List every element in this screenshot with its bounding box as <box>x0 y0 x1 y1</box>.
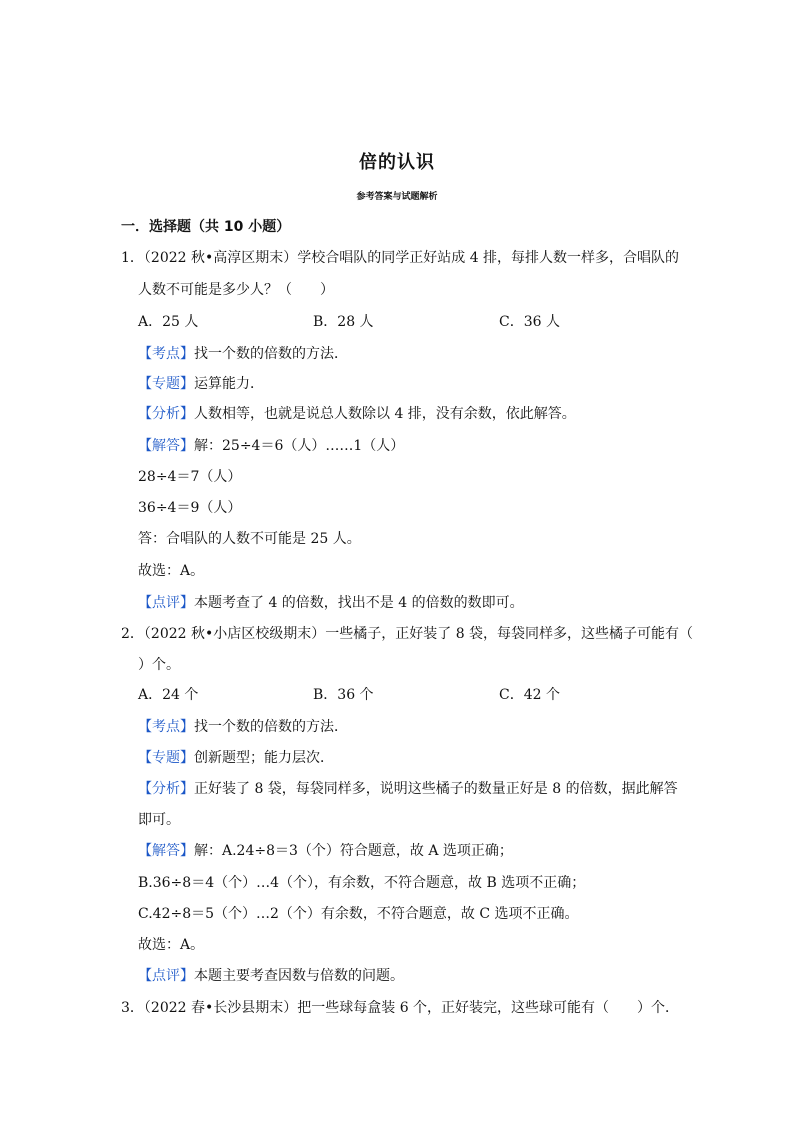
q1-kaodian-text: 找一个数的倍数的方法． <box>194 346 348 362</box>
q1-choice: 故选：A。 <box>138 563 205 579</box>
q1-jieda-text1: 解：25÷4＝6（人）……1（人） <box>194 438 405 454</box>
q1-answer: 答：合唱队的人数不可能是 25 人。 <box>138 531 361 547</box>
q2-stem-line1: 2．（2022 秋•小店区校级期末）一些橘子，正好装了 8 袋，每袋同样多，这些橘子可能有（ <box>121 626 694 642</box>
q1-kaodian-tag: 【考点】 <box>138 346 194 362</box>
q1-stem-line1: 1．（2022 秋•高淳区期末）学校合唱队的同学正好站成 4 排，每排人数一样多，合唱队的 <box>121 250 680 266</box>
q2-jieda-line2: B.36÷8＝4（个）…4（个），有余数，不符合题意，故 B 选项不正确； <box>138 875 586 891</box>
q2-fenxi-line2: 即可。 <box>138 812 180 828</box>
q2-jieda <box>138 842 513 860</box>
q2-kaodian-text: 找一个数的倍数的方法． <box>194 719 348 735</box>
q1-option-b: B．28 人 <box>313 314 374 330</box>
q1-option-c: C．36 人 <box>499 314 560 330</box>
q2-stem-line2: ）个。 <box>138 657 180 673</box>
q2-option-a: A．24 个 <box>138 687 199 703</box>
q2-fenxi <box>138 780 678 798</box>
q1-dianping-tag: 【点评】 <box>138 595 194 611</box>
q2-dianping <box>138 967 404 985</box>
q1-kaodian <box>138 345 348 363</box>
q3-stem-line1: 3．（2022 春•长沙县期末）把一些球每盒装 6 个，正好装完，这些球可能有（ ）个． <box>121 1000 680 1016</box>
q2-jieda-text1: 解：A.24÷8＝3（个）符合题意，故 A 选项正确； <box>194 843 513 859</box>
q1-zhuanti <box>138 375 264 393</box>
q2-zhuanti-text: 创新题型；能力层次． <box>194 750 334 766</box>
q1-fenxi-text: 人数相等，也就是说总人数除以 4 排，没有余数，依此解答。 <box>194 406 576 422</box>
q2-kaodian-tag: 【考点】 <box>138 719 194 735</box>
q1-zhuanti-text: 运算能力． <box>194 376 264 392</box>
q1-jieda-line2: 28÷4＝7（人） <box>138 469 242 485</box>
q1-jieda <box>138 437 404 455</box>
q2-fenxi-text1: 正好装了 8 袋，每袋同样多，说明这些橘子的数量正好是 8 的倍数，据此解答 <box>194 781 678 797</box>
q1-option-a: A．25 人 <box>138 314 199 330</box>
q1-zhuanti-tag: 【专题】 <box>138 376 194 392</box>
section-heading: 一．选择题（共 10 小题） <box>121 219 291 235</box>
page-subtitle: 参考答案与试题解析 <box>356 192 438 202</box>
q2-zhuanti-tag: 【专题】 <box>138 750 194 766</box>
q2-fenxi-tag: 【分析】 <box>138 781 194 797</box>
q1-fenxi <box>138 405 576 423</box>
q1-stem-line2: 人数不可能是多少人？（ ） <box>138 282 334 298</box>
q2-dianping-tag: 【点评】 <box>138 968 194 984</box>
q1-dianping <box>138 594 524 612</box>
q2-choice: 故选：A。 <box>138 937 205 953</box>
q1-jieda-line3: 36÷4＝9（人） <box>138 500 242 516</box>
page-title: 倍的认识 <box>359 152 435 173</box>
q2-jieda-line3: C.42÷8＝5（个）…2（个）有余数，不符合题意，故 C 选项不正确。 <box>138 906 579 922</box>
q2-option-c: C．42 个 <box>499 687 560 703</box>
q2-option-b: B．36 个 <box>313 687 374 703</box>
q1-fenxi-tag: 【分析】 <box>138 406 194 422</box>
q2-zhuanti <box>138 749 334 767</box>
q2-kaodian <box>138 718 348 736</box>
q2-jieda-tag: 【解答】 <box>138 843 194 859</box>
q2-dianping-text: 本题主要考查因数与倍数的问题。 <box>194 968 404 984</box>
q1-dianping-text: 本题考查了 4 的倍数，找出不是 4 的倍数的数即可。 <box>194 595 524 611</box>
q1-jieda-tag: 【解答】 <box>138 438 194 454</box>
